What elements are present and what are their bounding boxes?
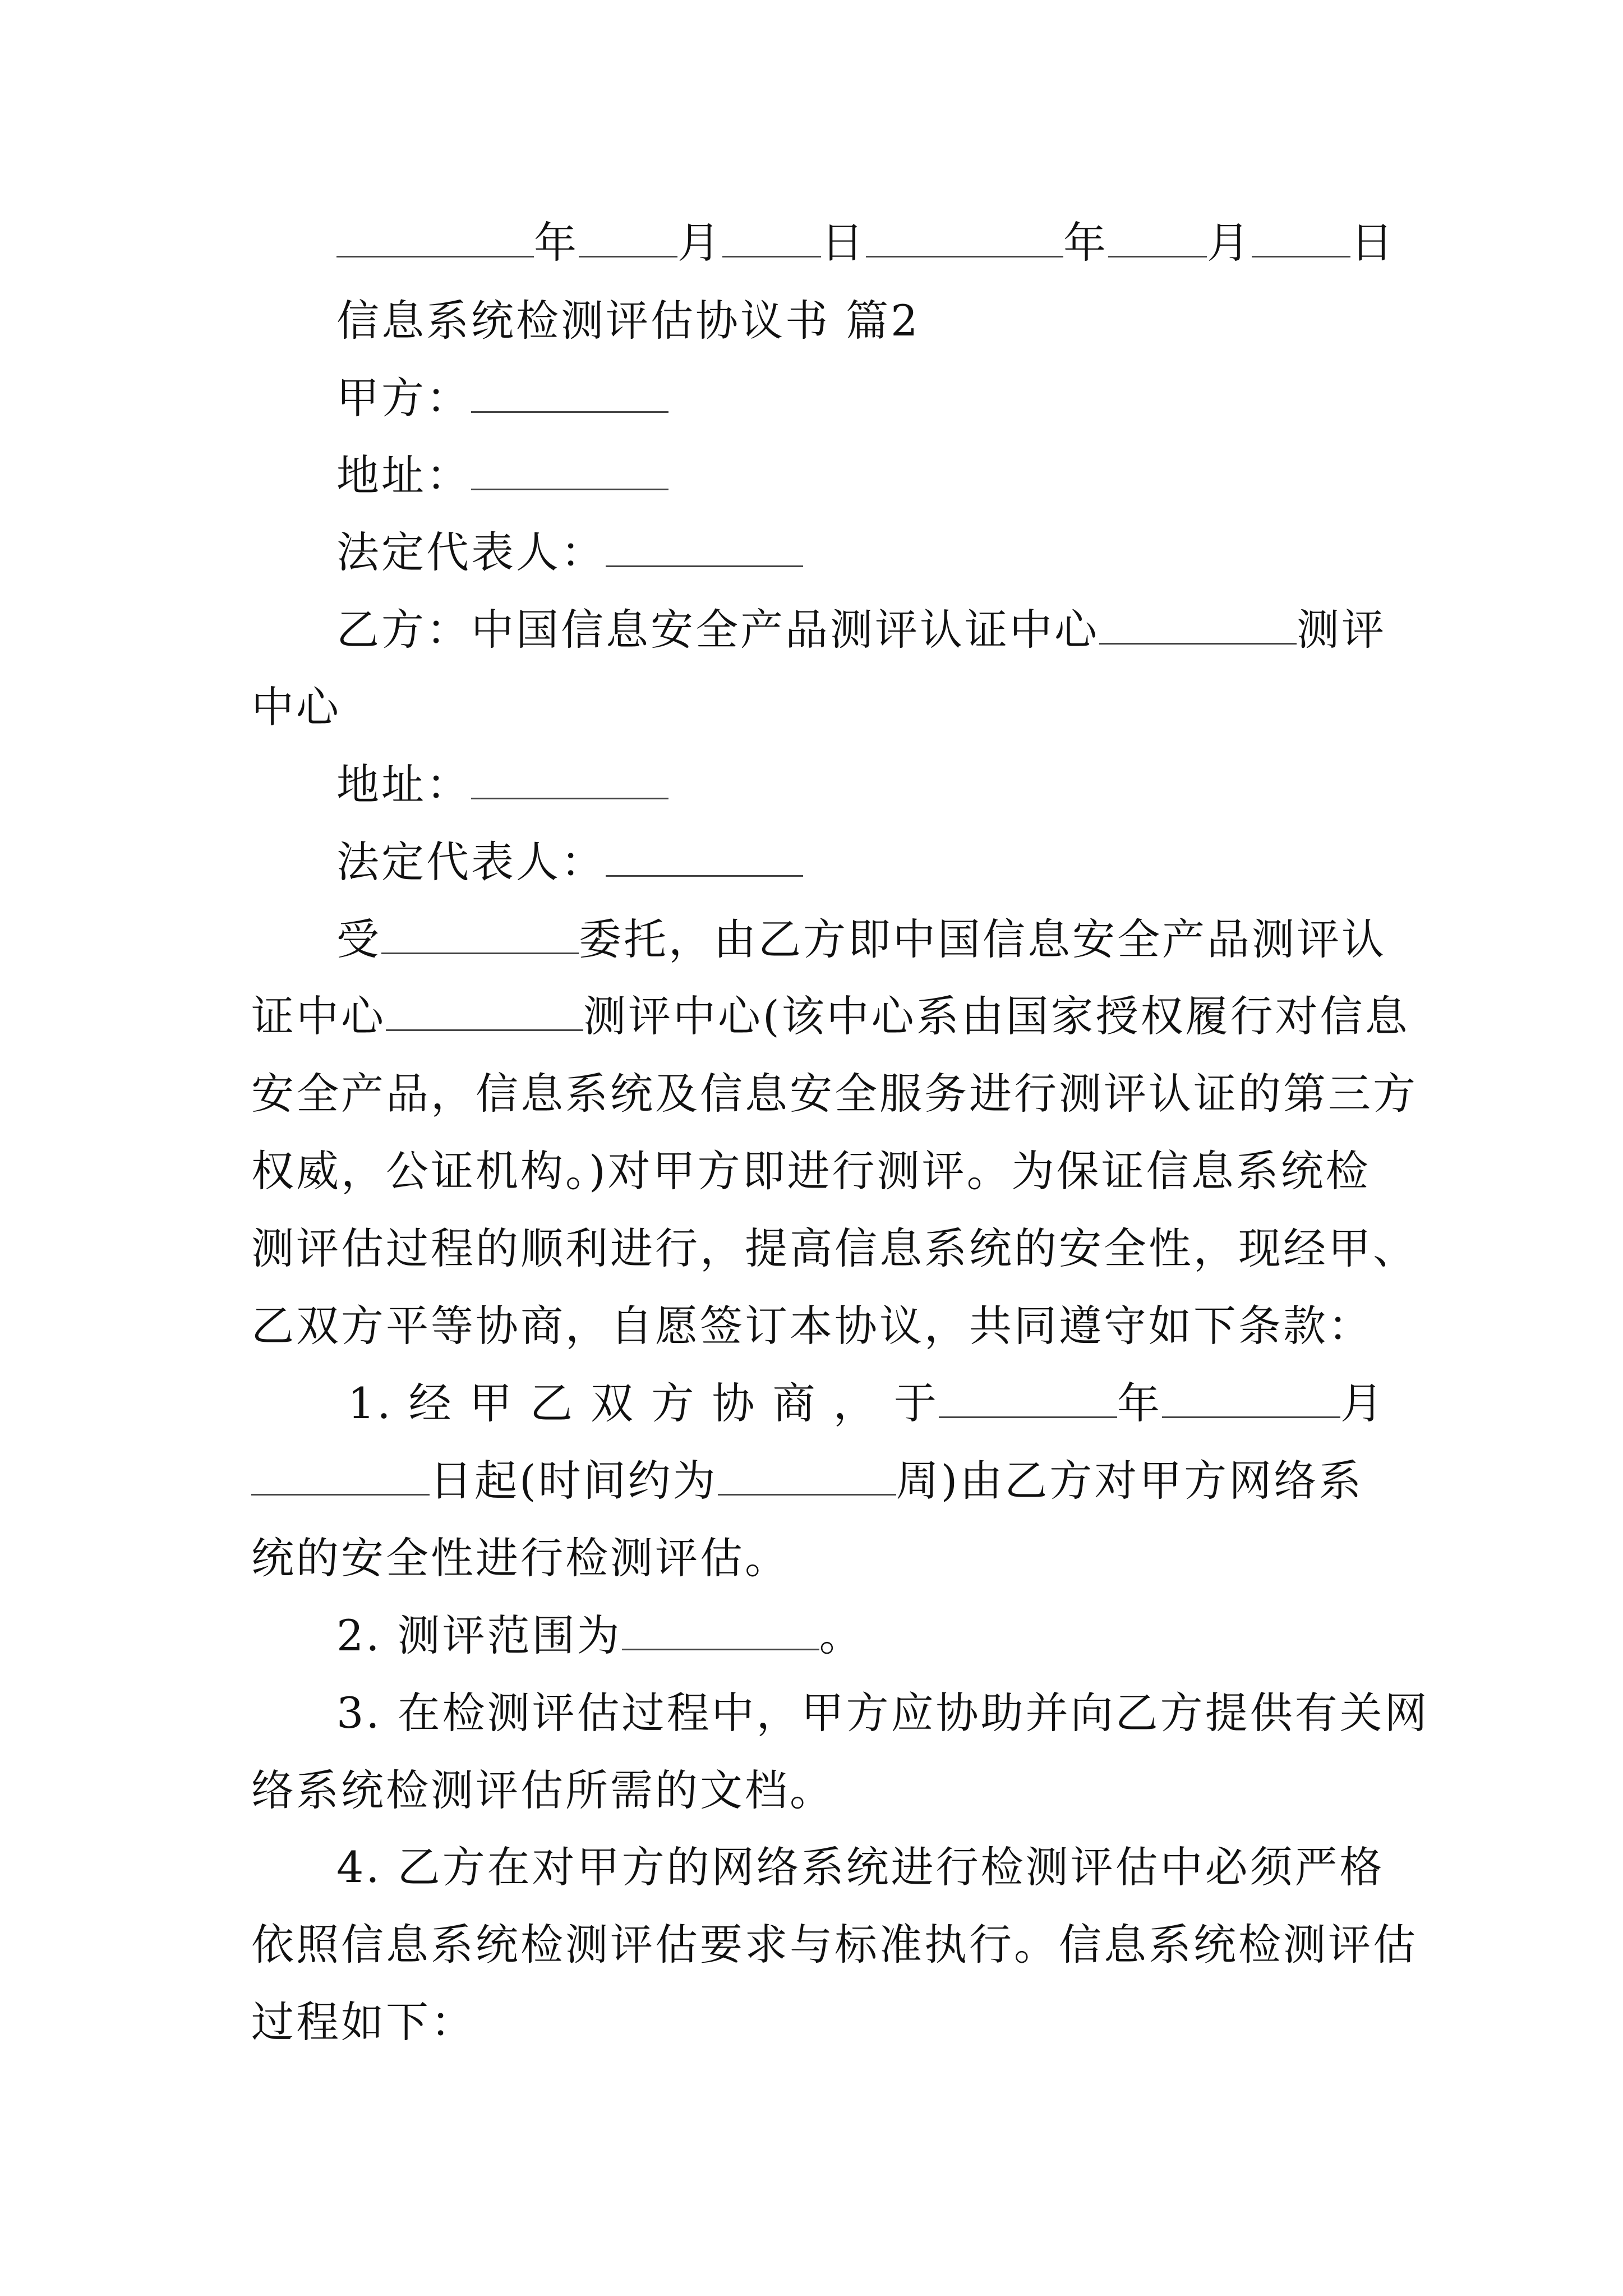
day-label: 日 [1350,218,1395,268]
blank-field [471,454,668,490]
clause-3-line-1: 3. 在检测评估过程中，甲方应协助并向乙方提供有关网 [336,1688,1430,1738]
blank-field [1099,608,1297,645]
intro-line-4: 权威，公证机构。)对甲方即进行测评。为保证信息系统检 [251,1146,1371,1196]
intro-text: 测评中心(该中心系由国家授权履行对信息 [583,991,1410,1041]
intro-text: 受 [336,914,381,964]
blank-field [381,918,579,954]
clause-4-line-1: 4. 乙方在对甲方的网络系统进行检测评估中必须严格 [336,1842,1385,1892]
blank-field [606,840,803,877]
clause-4-line-3: 过程如下： [251,1997,476,2047]
month-label: 月 [677,218,722,268]
blank-field [866,221,1063,257]
party-a-address-line [336,448,668,504]
clause-text: 。 [819,1611,864,1660]
party-a-label: 甲方： [336,373,471,423]
year-label: 年 [1063,218,1108,268]
clause-1-line-2 [251,1453,1363,1509]
address-label: 地址： [336,450,471,500]
clause-3-line-2: 络系统检测评估所需的文档。 [251,1765,834,1815]
clause-text: 1. 经 甲 乙 双 方 协 商 ， 于 [348,1378,939,1428]
blank-field [722,221,821,257]
intro-line-1 [336,912,1386,968]
party-b-address-line [336,757,668,813]
legal-rep-label: 法定代表人： [336,837,606,887]
intro-line-5: 测评估过程的顺利进行，提高信息系统的安全性，现经甲、 [251,1223,1418,1273]
blank-field [1108,221,1207,257]
clause-text: 年 [1117,1378,1162,1428]
legal-rep-label: 法定代表人： [336,527,606,577]
blank-field [1162,1382,1340,1418]
date-line [336,215,1395,271]
clause-text: 周)由乙方对甲方网络系 [896,1456,1364,1506]
clause-2-line [336,1608,864,1664]
party-b-line [336,602,1386,658]
day-label: 日 [821,218,866,268]
blank-field [579,221,677,257]
clause-1-line-1 [348,1375,1385,1432]
intro-line-3: 安全产品，信息系统及信息安全服务进行测评认证的第三方 [251,1069,1418,1119]
intro-text: 证中心 [251,991,386,1041]
intro-text: 委托，由乙方即中国信息安全产品测评认 [579,914,1386,964]
blank-field [251,1459,430,1496]
blank-field [606,531,803,567]
address-label: 地址： [336,760,471,809]
party-b-suffix: 测评 [1297,605,1386,655]
intro-line-2 [251,988,1410,1045]
document-title: 信息系统检测评估协议书 篇2 [336,296,920,346]
intro-line-6: 乙双方平等协商，自愿签订本协议，共同遵守如下条款： [251,1301,1373,1351]
clause-1-line-3: 统的安全性进行检测评估。 [251,1533,790,1583]
year-label: 年 [534,218,579,268]
party-a-line [336,370,668,426]
blank-field [471,763,668,799]
party-b-rep-line [336,834,803,890]
party-b-text: 乙方：中国信息安全产品测评认证中心 [336,605,1099,655]
clause-text: 月 [1340,1378,1385,1428]
blank-field [471,376,668,413]
blank-field [939,1382,1117,1418]
blank-field [1252,221,1350,257]
party-a-rep-line [336,524,803,581]
party-b-continuation: 中心 [251,682,341,732]
month-label: 月 [1207,218,1252,268]
blank-field [386,995,583,1031]
blank-field [718,1459,896,1496]
blank-field [336,221,534,257]
clause-text: 2. 测评范围为 [336,1611,622,1660]
clause-4-line-2: 依照信息系统检测评估要求与标准执行。信息系统检测评估 [251,1920,1418,1970]
clause-text: 日起(时间约为 [430,1456,718,1506]
blank-field [622,1614,819,1650]
